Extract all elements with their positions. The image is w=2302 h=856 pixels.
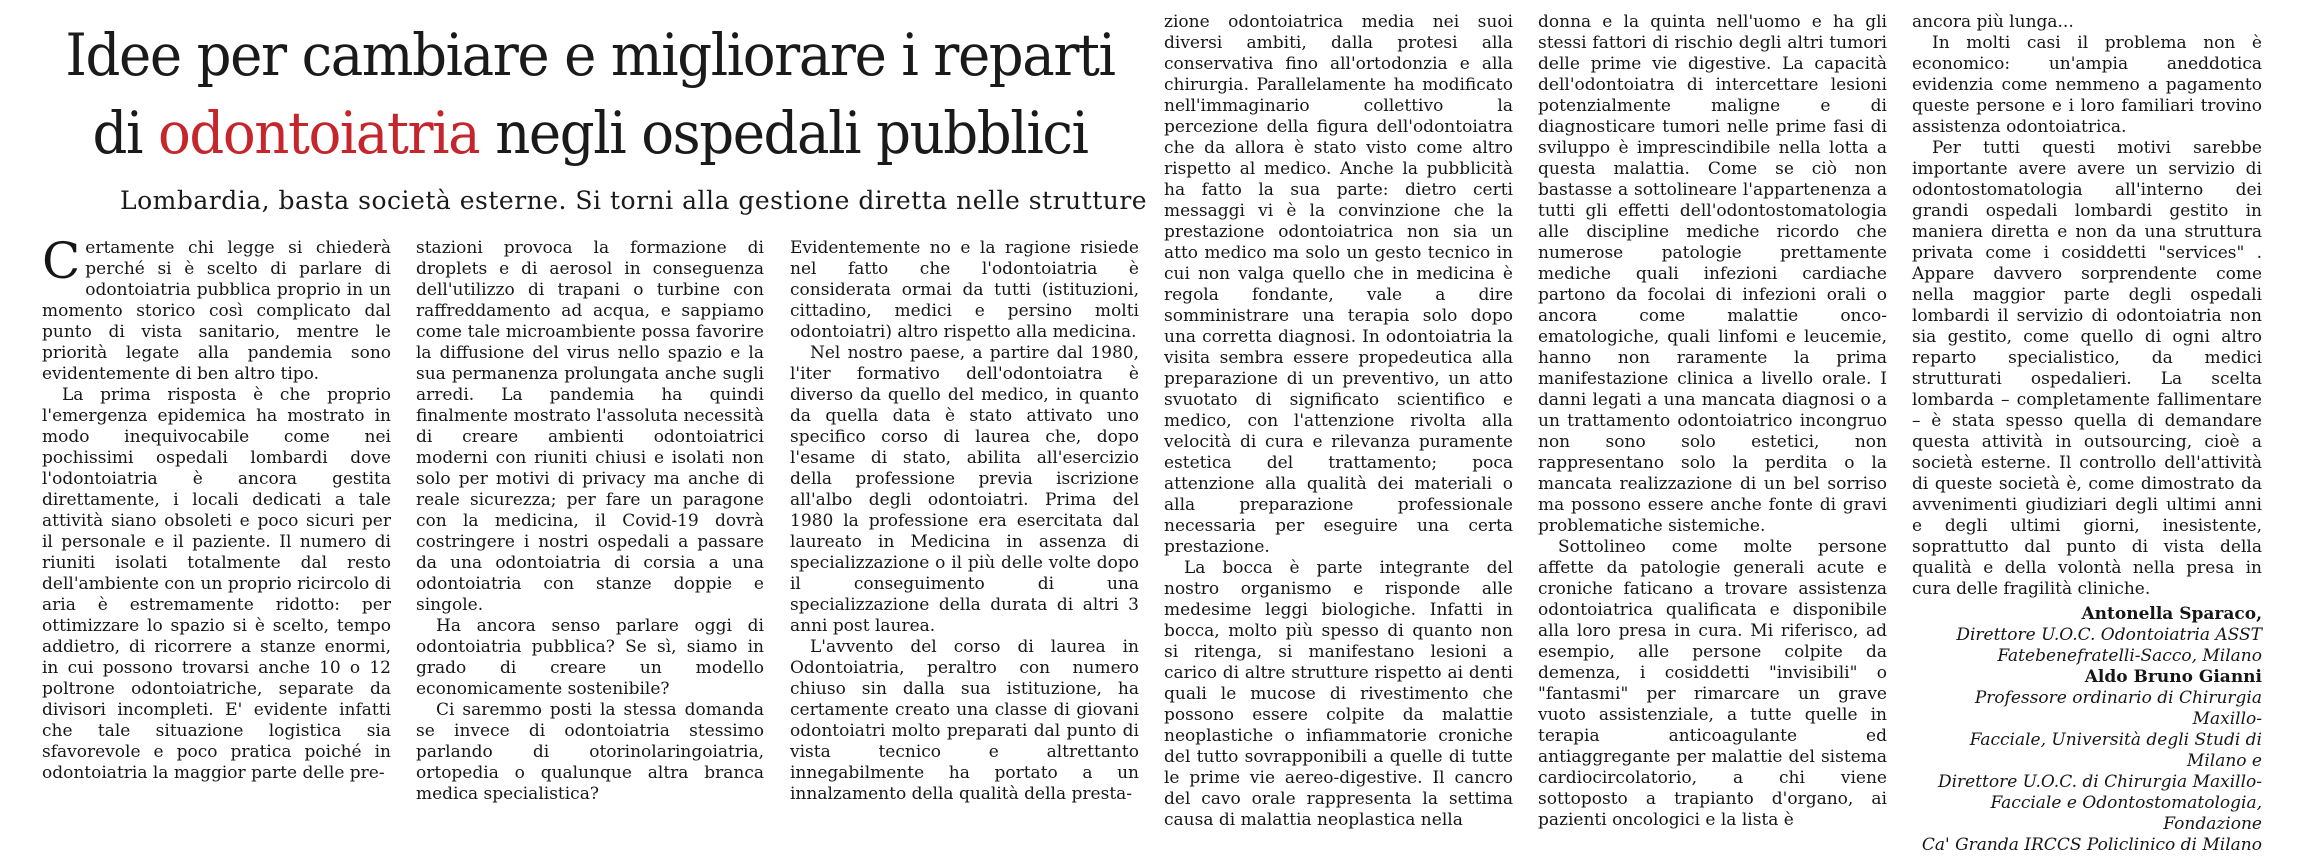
subtitle: Lombardia, basta società esterne. Si torni alla gestione diretta nelle strutture [120,186,1148,215]
signature-role: Direttore U.O.C. di Chirurgia Maxillo- [1937,772,2262,792]
headline-highlight: odontoiatria [157,99,480,167]
paragraph: Evidentemente no e la ragione risiede nel fatto che l'odontoiatria è considerata ormai da tutti (istituzioni, cittadino, medici e persino molti odontoiatri) altro rispetto alla medicina. [790,238,1139,342]
paragraph: ancora più lunga... [1912,12,2074,32]
signature-name: Aldo Bruno Gianni [2084,667,2262,687]
paragraph: L'avvento del corso di laurea in Odontoiatria, peraltro con numero chiuso sin dalla sua istituzione, ha certamente creato una classe di giovani odontoiatri molto preparati dal punto di vista tecnico e altrettanto innegabilmente ha portato a un innalzamento della qualità della presta- [790,637,1139,804]
paragraph: Ci saremmo posti la stessa domanda se invece di odontoiatria stessimo parlando di otorinolaringoiatria, ortopedia o qualunque altra branca medica specialistica? [416,700,764,804]
article-column-4 [1164,12,1513,830]
paragraph: Sottolineo come molte persone affette da patologie generali acute e croniche faticano a trovare assistenza odontoiatrica qualificata e disponibile alla loro presa in cura. Mi riferisco, ad esempio, alle persone colpite da demenza, i cosiddetti "invisibili" o "fantasmi" per rimarcare un grave vuoto assistenziale, a tutte quelle in terapia anticoagulante ed antiaggregante per malattie del sistema cardiocircolatorio, a chi viene sottoposto a trapianto d'organo, ai pazienti oncologici e la lista è [1538,537,1887,830]
paragraph: Per tutti questi motivi sarebbe importante avere avere un servizio di odontostomatologia all'interno dei grandi ospedali lombardi gestito in maniera diretta e non da una struttura privata come i cosiddetti "services" . Appare davvero sorprendente come nella maggior parte degli ospedali lombardi il servizio di odontoiatria non sia gestito, come quello di ogni altro reparto specialistico, da medici strutturati ospedalieri. La scelta lombarda – completamente fallimentare – è stata spesso quella di demandare questa attività in outsourcing, cioè a società esterne. Il controllo dell'attività di queste società è, come dimostrato da avvenimenti giudiziari degli ultimi anni e degli ultimi giorni, inesistente, soprattutto dal punto di vista della qualità e della volontà nella presa in cura delle fragilità cliniche. [1912,138,2262,599]
article-column-5 [1538,12,1887,830]
paragraph: zione odontoiatrica media nei suoi diversi ambiti, dalla protesi alla conservativa fino all'ortodonzia e alla chirurgia. Parallelamente ha modificato nell'immaginario collettivo la percezione della figura dell'odontoiatra che da allora è stato visto come altro rispetto al medico. Anche la pubblicità ha fatto la sua parte: dietro certi messaggi vi è la convinzione che la prestazione odontoiatrica non sia un atto medico ma solo un gesto tecnico in cui non valga quello che in medicina è regola fondante, vale a dire somministrare una terapia solo dopo una corretta diagnosi. In odontoiatria la visita sembra essere propedeutica alla preparazione di un preventivo, un atto svuotato di significato scientifico e medico, con l'attenzione rivolta alla velocità di cura e rilevanza puramente estetica del trattamento; poca attenzione alla qualità dei materiali o alla preparazione professionale necessaria per eseguire una certa prestazione. [1164,12,1513,557]
signature-name: Antonella Sparaco, [2081,604,2262,624]
article-column-2 [416,238,764,804]
signature-block [1912,604,2262,856]
paragraph: La bocca è parte integrante del nostro organismo e risponde alle medesime leggi biologiche. Infatti in bocca, molto più spesso di quanto non si ritenga, si manifestano lesioni a carico di altre strutture rispetto ai denti quali le mucose di rivestimento che possono essere colpite da malattie neoplastiche o infiammatorie croniche del tutto sovrapponibili a quelle di tutte le prime vie aereo-digestive. Il cancro del cavo orale rappresenta la settima causa di malattia neoplastica nella [1164,558,1513,830]
paragraph: Nel nostro paese, a partire dal 1980, l'iter formativo dell'odontoiatra è diverso da quello del medico, in quanto da quella data è stato attivato uno specifico corso di laurea che, dopo l'esame di stato, abilita all'esercizio della professione previa iscrizione all'albo degli odontoiatri. Prima del 1980 la professione era esercitata dal laureato in Medicina in assenza di specializzazione o il più delle volte dopo il conseguimento di una specializzazione della durata di altri 3 anni post laurea. [790,343,1139,636]
headline-line-1: Idee per cambiare e migliorare i reparti [65,21,1115,89]
article-column-1 [42,232,391,783]
paragraph-text: ertamente chi legge si chiederà perché si è scelto di parlare di odontoiatria pubblica proprio in un momento storico così complicato dal punto di vista sanitario, mentre le priorità legate alla pandemia sono evidentemente di ben altro tipo. [42,238,391,384]
paragraph: La prima risposta è che proprio l'emergenza epidemica ha mostrato in modo inequivocabile come nei pochissimi ospedali lombardi dove l'odontoiatria è ancora gestita direttamente, i locali dedicati a tale attività siano obsoleti e poco sicuri per il personale e il paziente. Il numero di riuniti isolati totalmente dal resto dell'ambiente con un proprio ricircolo di aria è estremamente ridotto: per ottimizzare lo spazio si è scelto, tempo addietro, di ricorrere a stanze enormi, in cui possono trovarsi anche 10 o 12 poltrone odontoiatriche, separate da divisori incompleti. E' evidente infatti che tale situazione logistica sia sfavorevole e poco pratica poiché in odontoiatria la maggior parte delle pre- [42,385,391,783]
paragraph: stazioni provoca la formazione di droplets e di aerosol in conseguenza dell'utilizzo di trapani o turbine con raffreddamento ad acqua, e sappiamo come tale microambiente possa favorire la diffusione del virus nello spazio e la sua permanenza prolungata anche sugli arredi. La pandemia ha quindi finalmente mostrato l'assoluta necessità di creare ambienti odontoiatrici moderni con riuniti chiusi e isolati non solo per motivi di privacy ma anche di reale sicurezza; per fare un paragone con la medicina, il Covid-19 dovrà costringere i nostri ospedali a passare da una odontoiatria di corsia a una odontoiatria con stanze doppie e singole. [416,238,764,615]
headline-line-2-pre: di [92,99,158,167]
article-column-3 [790,238,1139,804]
paragraph [42,232,391,385]
signature-role: Professore ordinario di Chirurgia Maxillo- [1974,688,2262,729]
paragraph: In molti casi il problema non è economico: un'ampia aneddotica evidenzia come nemmeno a pagamento queste persone e i loro familiari trovino assistenza odontoiatrica. [1912,33,2262,137]
signature-role: Ca' Granda IRCCS Policlinico di Milano [1921,835,2262,855]
signature-role: Facciale, Università degli Studi di Milano e [1969,730,2262,771]
paragraph: Ha ancora senso parlare oggi di odontoiatria pubblica? Se sì, siamo in grado di creare un modello economicamente sostenibile? [416,616,764,699]
signature-role: Fatebenefratelli-Sacco, Milano [1997,646,2262,666]
signature-role: Direttore U.O.C. Odontoiatria ASST [1956,625,2262,645]
paragraph: donna e la quinta nell'uomo e ha gli stessi fattori di rischio degli altri tumori delle prime vie digestive. La capacità dell'odontoiatra di intercettare lesioni potenzialmente maligne e di diagnosticare tumori nelle prime fasi di sviluppo è imprescindibile nella lotta a questa malattia. Come se ciò non bastasse a sottolineare l'appartenenza a tutti gli effetti dell'odontostomatologia alle discipline mediche ricordo che numerose patologie prettamente mediche quali infezioni cardiache partono da focolai di infezioni orali o ancora come malattie onco-ematologiche, quali linfomi e leucemie, hanno non raramente la prima manifestazione clinica a livello orale. I danni legati a una mancata diagnosi o a un trattamento odontoiatrico incongruo non sono solo estetici, non rappresentano solo la perdita o la mancata realizzazione di un bel sorriso ma possono essere anche fonte di gravi problematiche sistemiche. [1538,12,1887,536]
headline-line-2 [64,99,1117,167]
headline-line-2-post: negli ospedali pubblici [479,99,1088,167]
drop-cap: C [42,232,81,290]
article-column-6 [1912,12,2262,855]
signature-role: Facciale e Odontostomatologia, Fondazione [1990,793,2262,834]
